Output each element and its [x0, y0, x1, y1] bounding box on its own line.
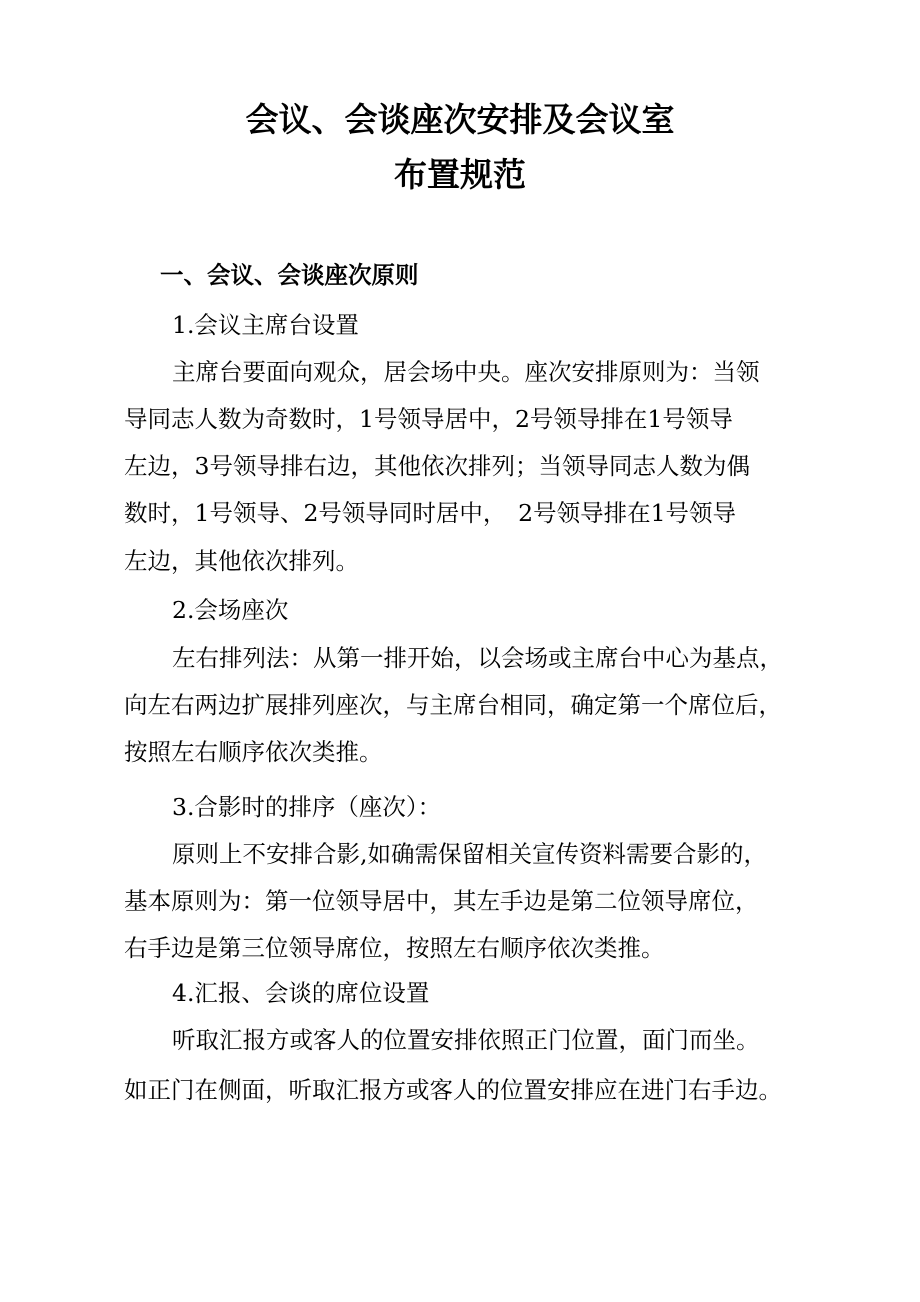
- paragraph-line: 数时，1号领导、2号领导同时居中， 2号领导排在1号领导: [124, 499, 737, 527]
- paragraph-line: 向左右两边扩展排列座次，与主席台相同，确定第一个席位后，: [124, 691, 782, 719]
- paragraph-line: 原则上不安排合影,如确需保留相关宣传资料需要合影的，: [172, 840, 767, 868]
- item-3-heading: 3.合影时的排序（座次）：: [172, 793, 442, 821]
- paragraph-line: 按照左右顺序依次类推。: [124, 738, 383, 766]
- paragraph-line: 右手边是第三位领导席位，按照左右顺序依次类推。: [124, 934, 665, 962]
- paragraph-line: 基本原则为：第一位领导居中，其左手边是第二位领导席位，: [124, 887, 759, 915]
- section-heading: 一、会议、会谈座次原则: [160, 261, 419, 289]
- document-title-line-1: 会议、会谈座次安排及会议室: [245, 100, 675, 139]
- paragraph-line: 听取汇报方或客人的位置安排依照正门位置，面门而坐。: [172, 1026, 760, 1054]
- item-4-heading: 4.汇报、会谈的席位设置: [172, 979, 430, 1007]
- paragraph-line: 如正门在侧面，听取汇报方或客人的位置安排应在进门右手边。: [124, 1076, 782, 1104]
- document-title-line-2: 布置规范: [394, 155, 526, 194]
- paragraph-line: 主席台要面向观众，居会场中央。座次安排原则为：当领: [172, 358, 760, 386]
- paragraph-line: 导同志人数为奇数时，1号领导居中，2号领导排在1号领导: [124, 405, 733, 433]
- paragraph-line: 左右排列法：从第一排开始，以会场或主席台中心为基点，: [172, 644, 783, 672]
- paragraph-line: 左边，3号领导排右边，其他依次排列；当领导同志人数为偶: [124, 452, 750, 480]
- item-2-heading: 2.会场座次: [172, 596, 289, 624]
- item-1-heading: 1.会议主席台设置: [172, 311, 359, 339]
- paragraph-line: 左边，其他依次排列。: [124, 547, 359, 575]
